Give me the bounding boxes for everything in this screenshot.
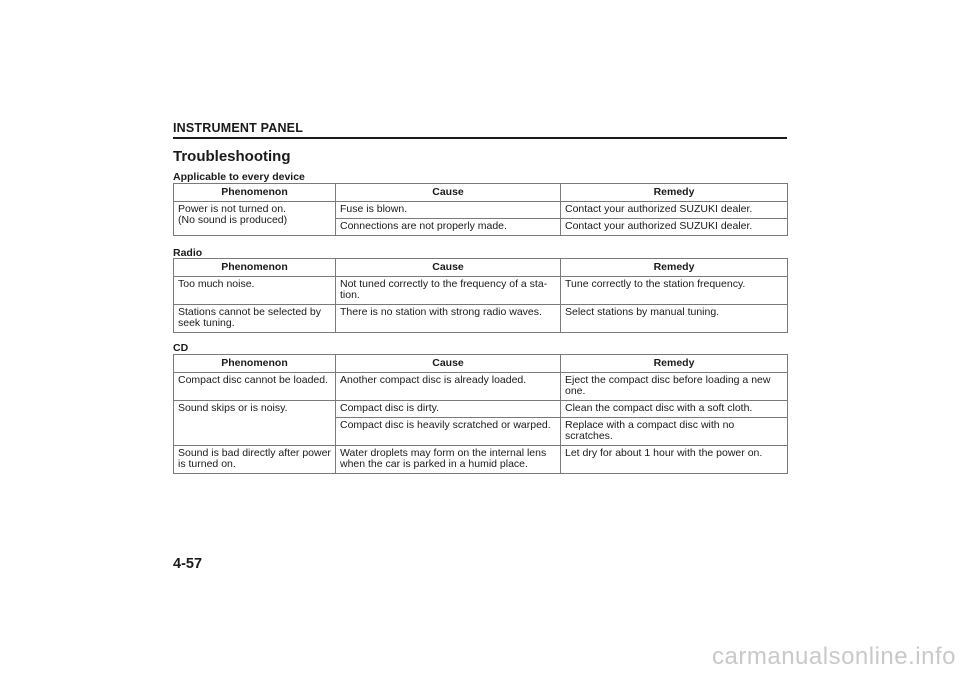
cause-cell: Connections are not properly made. — [336, 219, 561, 236]
remedy-cell: Tune correctly to the station frequency. — [561, 277, 788, 305]
phenomenon-cell: Too much noise. — [174, 277, 336, 305]
cause-cell: Not tuned correctly to the frequency of a sta- tion. — [336, 277, 561, 305]
remedy-cell: Let dry for about 1 hour with the power on. — [561, 446, 788, 474]
watermark: carmanualsonline.info — [712, 643, 956, 670]
every-device-label: Applicable to every device — [173, 171, 305, 183]
phenomenon-cell: Sound skips or is noisy. — [174, 401, 336, 446]
table-row — [174, 277, 788, 305]
phenomenon-header: Phenomenon — [174, 259, 336, 277]
every-device-table — [173, 183, 788, 236]
remedy-header: Remedy — [561, 259, 788, 277]
cause-cell: Another compact disc is already loaded. — [336, 373, 561, 401]
section-header: INSTRUMENT PANEL — [173, 121, 304, 135]
remedy-cell: Contact your authorized SUZUKI dealer. — [561, 219, 788, 236]
page-number: 4-57 — [173, 556, 203, 572]
table-row — [174, 202, 788, 219]
page-title: Troubleshooting — [173, 148, 291, 165]
remedy-cell: Contact your authorized SUZUKI dealer. — [561, 202, 788, 219]
table-header-row — [174, 355, 788, 373]
remedy-header: Remedy — [561, 355, 788, 373]
cause-cell: There is no station with strong radio waves. — [336, 305, 561, 333]
phenomenon-header: Phenomenon — [174, 355, 336, 373]
cause-header: Cause — [336, 184, 561, 202]
table-row — [174, 305, 788, 333]
remedy-cell: Eject the compact disc before loading a new one. — [561, 373, 788, 401]
cause-cell: Compact disc is dirty. — [336, 401, 561, 418]
table-header-row — [174, 184, 788, 202]
remedy-header: Remedy — [561, 184, 788, 202]
remedy-cell: Clean the compact disc with a soft cloth. — [561, 401, 788, 418]
cd-label: CD — [173, 342, 189, 354]
phenomenon-cell: Sound is bad directly after power is turned on. — [174, 446, 336, 474]
phenomenon-cell: Stations cannot be selected by seek tuning. — [174, 305, 336, 333]
phenomenon-header: Phenomenon — [174, 184, 336, 202]
phenomenon-cell: Compact disc cannot be loaded. — [174, 373, 336, 401]
phenomenon-cell: Power is not turned on. (No sound is produced) — [174, 202, 336, 236]
remedy-cell: Select stations by manual tuning. — [561, 305, 788, 333]
remedy-cell: Replace with a compact disc with no scratches. — [561, 418, 788, 446]
cause-cell: Fuse is blown. — [336, 202, 561, 219]
cause-header: Cause — [336, 355, 561, 373]
cd-table — [173, 354, 788, 474]
table-row — [174, 401, 788, 418]
cause-cell: Compact disc is heavily scratched or warped. — [336, 418, 561, 446]
table-header-row — [174, 259, 788, 277]
table-row — [174, 373, 788, 401]
table-row — [174, 446, 788, 474]
header-rule — [173, 137, 787, 139]
radio-label: Radio — [173, 247, 203, 259]
cause-header: Cause — [336, 259, 561, 277]
radio-table — [173, 258, 788, 333]
cause-cell: Water droplets may form on the internal lens when the car is parked in a humid place. — [336, 446, 561, 474]
